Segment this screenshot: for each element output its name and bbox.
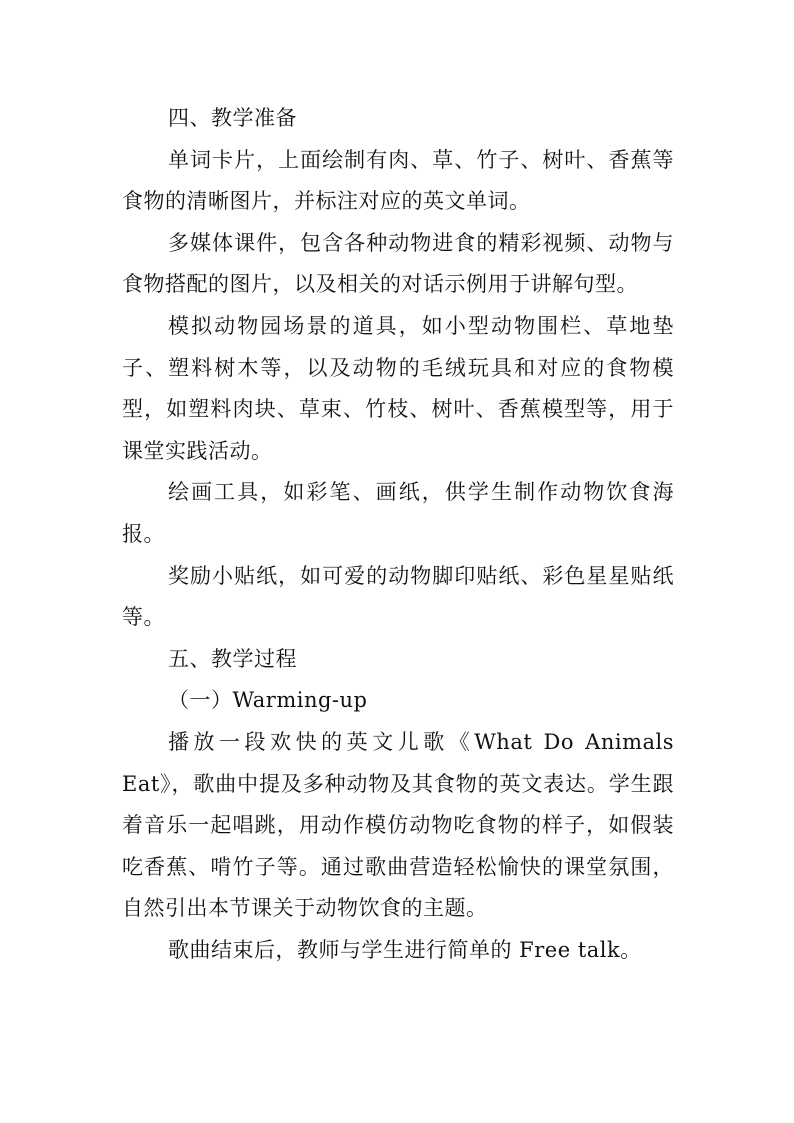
paragraph-song: 播放一段欢快的英文儿歌《What Do Animals Eat》，歌曲中提及多种动物及其食物的英文表达。学生跟着音乐一起唱跳，用动作模仿动物吃食物的样子，如假装吃香蕉、啃竹子等。通过歌曲营造轻松愉快的课堂氛围，自然引出本节课关于动物饮食的主题。 [122,729,674,921]
subheading-warming-up: （一）Warming-up [168,688,368,713]
paragraph-zoo-props: 模拟动物园场景的道具，如小型动物围栏、草地垫子、塑料树木等，以及动物的毛绒玩具和对应的食物模型，如塑料肉块、草束、竹枝、树叶、香蕉模型等，用于课堂实践活动。 [122,313,674,463]
paragraph-drawing-tools: 绘画工具，如彩笔、画纸，供学生制作动物饮食海报。 [122,480,674,546]
paragraph-multimedia-courseware: 多媒体课件，包含各种动物进食的精彩视频、动物与食物搭配的图片，以及相关的对话示例用于讲解句型。 [122,230,674,297]
paragraph-free-talk: 歌曲结束后，教师与学生进行简单的 Free talk。 [168,937,642,962]
paragraph-reward-stickers: 奖励小贴纸，如可爱的动物脚印贴纸、彩色星星贴纸等。 [122,563,674,630]
paragraph-word-cards: 单词卡片，上面绘制有肉、草、竹子、树叶、香蕉等食物的清晰图片，并标注对应的英文单词。 [122,147,674,214]
section-heading-teaching-preparation: 四、教学准备 [168,106,297,130]
section-heading-teaching-process: 五、教学过程 [168,646,297,671]
document-page [122,98,674,971]
